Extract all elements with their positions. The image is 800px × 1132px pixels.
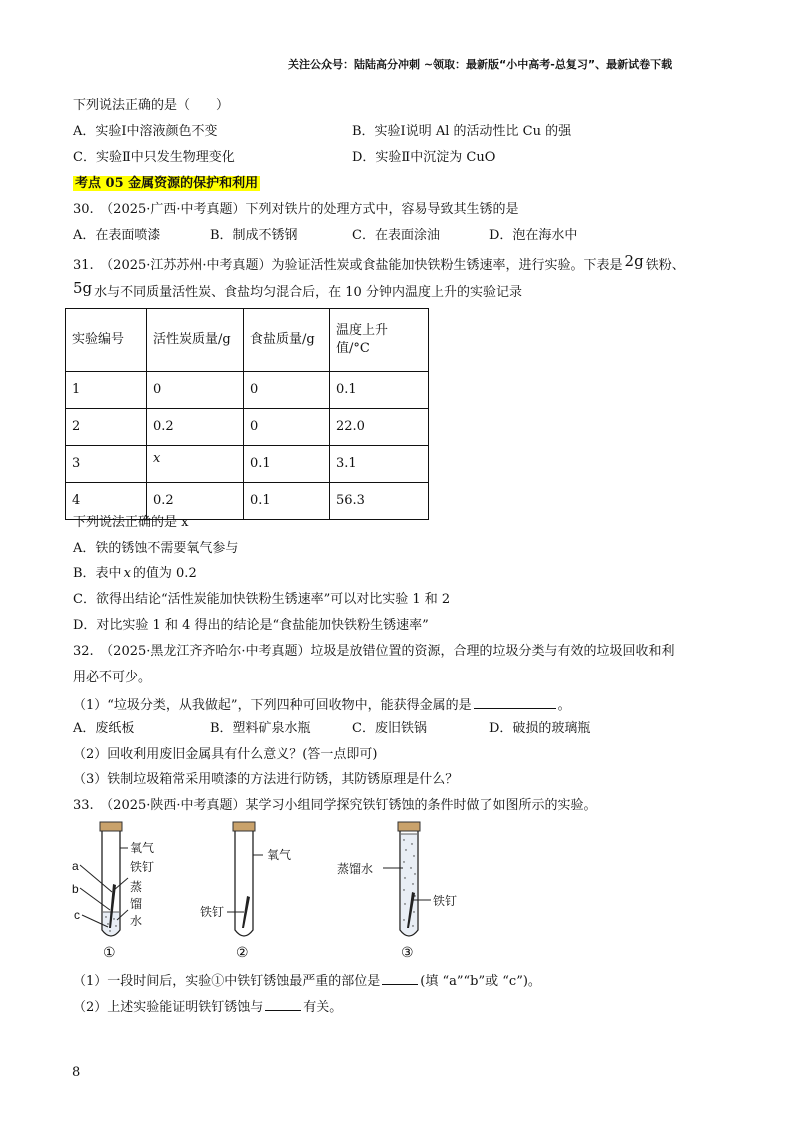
fig1-water-label-1: 蒸 [130, 880, 143, 894]
q32-stem-line2: 用必不可少。 [73, 670, 152, 685]
stopper-icon [398, 822, 420, 831]
q33-sub2-text: （2）上述实验能证明铁钉锈蚀与 [73, 1000, 264, 1015]
fig3-nail-label: 铁钉 [433, 894, 458, 908]
q31-option-a: A．铁的锈蚀不需要氧气参与 [73, 541, 239, 556]
table-header-line1: 温度上升 [336, 323, 389, 338]
q-prev-option-b: B．实验Ⅰ说明 Al 的活动性比 Cu 的强 [352, 124, 572, 139]
page-header: 关注公众号：陆陆高分冲刺 ~领取：最新版“小中高考-总复习”、最新试卷下载 [288, 58, 673, 71]
table-cell: 3.1 [330, 446, 429, 483]
q-prev-option-d: D．实验Ⅱ中沉淀为 CuO [352, 150, 496, 165]
q-prev-option-c: C．实验Ⅱ中只发生物理变化 [73, 150, 235, 165]
q31-stem2: 下列说法正确的是 x [73, 515, 189, 530]
table-header-line2: 值/°C [336, 341, 370, 356]
q31-option-d: D．对比实验 1 和 4 得出的结论是“食盐能加快铁粉生锈速率” [73, 618, 429, 633]
fig3-water-label: 蒸馏水 [337, 862, 374, 876]
q32-sub3: （3）铁制垃圾箱常采用喷漆的方法进行防锈，其防锈原理是什么？ [73, 772, 459, 787]
q30-option-b: B．制成不锈钢 [210, 228, 298, 243]
fig1-number: ① [103, 945, 116, 961]
q-prev-stem: 下列说法正确的是（ ） [73, 98, 230, 113]
q31-water-mass: 5g [73, 279, 93, 297]
table-cell: 0 [244, 372, 330, 409]
table-cell: 1 [66, 372, 147, 409]
q31-stem-line1 [73, 252, 685, 275]
table-cell: 0.2 [147, 409, 244, 446]
fig2-oxygen-label: 氧气 [267, 848, 292, 862]
q33-sub2-end: 有关。 [303, 1000, 343, 1015]
fig1-oxygen-label: 氧气 [130, 841, 155, 855]
section-title [73, 175, 260, 193]
table-cell: 0 [147, 372, 244, 409]
fig1-nail-label: 铁钉 [130, 860, 155, 874]
q31-option-b-var: x [123, 566, 131, 581]
fig1-water-label-2: 馏 [130, 897, 143, 911]
table-header-row [66, 309, 429, 372]
q31-option-c: C．欲得出结论“活性炭能加快铁粉生锈速率”可以对比实验 1 和 2 [73, 592, 451, 607]
table-cell: 0.1 [330, 372, 429, 409]
page-number: 8 [72, 1065, 81, 1080]
table-row [66, 372, 429, 409]
q31-option-b-prefix: B．表中 [73, 566, 122, 581]
q33-sub1-text: （1）一段时间后，实验①中铁钉锈蚀最严重的部位是 [73, 974, 381, 989]
table-cell: 0 [244, 409, 330, 446]
q32-option-d: D．破损的玻璃瓶 [489, 721, 591, 736]
q30-option-a: A．在表面喷漆 [73, 228, 161, 243]
q31-stem-line2 [73, 279, 522, 302]
q30-option-c: C．在表面涂油 [352, 228, 440, 243]
q30-stem: 30. （2025·广西·中考真题）下列对铁片的处理方式中，容易导致其生锈的是 [73, 202, 519, 217]
q33-sub2-blank[interactable] [265, 997, 301, 1011]
q33-sub1-end: (填 “a”“b”或 “c”)。 [420, 974, 541, 989]
q31-stem-text2: 水与不同质量活性炭、食盐均匀混合后，在 10 分钟内温度上升的实验记录 [94, 285, 522, 300]
q32-sub1-text: （1）“垃圾分类，从我做起”，下列四种可回收物中，能获得金属的是 [73, 698, 472, 713]
experiment-table [65, 308, 429, 520]
test-tube-figure-2 [195, 820, 305, 970]
table-cell: 56.3 [330, 483, 429, 520]
section-title-text: 考点 05 金属资源的保护和利用 [75, 176, 259, 191]
q33-sub2 [73, 997, 342, 1017]
table-header-cell: 活性炭质量/g [147, 309, 244, 372]
table-header-cell: 食盐质量/g [244, 309, 330, 372]
table-row [66, 409, 429, 446]
q32-option-a: A．废纸板 [73, 721, 135, 736]
q32-sub1-end: 。 [557, 698, 571, 713]
table-cell: 3 [66, 446, 147, 483]
fig2-nail-label: 铁钉 [200, 905, 225, 919]
table-cell: 0.1 [244, 483, 330, 520]
q32-stem-line1: 32. （2025·黑龙江齐齐哈尔·中考真题）垃圾是放错位置的资源，合理的垃圾分类与有效的垃圾回收和利 [73, 644, 675, 659]
q33-stem: 33. （2025·陕西·中考真题）某学习小组同学探究铁钉锈蚀的条件时做了如图所示的实验。 [73, 798, 597, 813]
q32-answer-blank[interactable] [474, 695, 556, 709]
fig2-number: ② [236, 945, 249, 961]
fig1-label-a: a [72, 859, 79, 873]
fig1-label-b: b [72, 882, 79, 896]
q32-sub2: （2）回收利用废旧金属具有什么意义？(答一点即可) [73, 747, 378, 762]
q32-option-c: C．废旧铁锅 [352, 721, 427, 736]
q31-iron-mass: 2g [624, 252, 644, 270]
q32-sub1 [73, 695, 571, 715]
fig3-number: ③ [401, 945, 414, 961]
q31-stem-text: 31. （2025·江苏苏州·中考真题）为验证活性炭或食盐能加快铁粉生锈速率，进行实验。下表是 [73, 258, 623, 273]
table-cell: x [147, 446, 244, 483]
table-header-cell [330, 309, 429, 372]
q31-option-b [73, 565, 197, 583]
fig1-water-label-3: 水 [130, 914, 143, 928]
table-row [66, 446, 429, 483]
q31-stem-text-end: 铁粉、 [645, 258, 685, 273]
table-cell: 4 [66, 483, 147, 520]
stopper-icon [100, 822, 122, 831]
test-tube-figure-1 [70, 820, 180, 970]
table-cell: 0.2 [147, 483, 244, 520]
q31-option-b-suffix: 的值为 0.2 [132, 566, 197, 581]
table-header-cell: 实验编号 [66, 309, 147, 372]
q30-option-d: D．泡在海水中 [489, 228, 578, 243]
table-cell: 0.1 [244, 446, 330, 483]
q33-sub1 [73, 971, 541, 991]
q-prev-option-a: A．实验Ⅰ中溶液颜色不变 [73, 124, 218, 139]
q33-sub1-blank[interactable] [382, 971, 418, 985]
fig1-label-c: c [74, 908, 80, 922]
q32-option-b: B．塑料矿泉水瓶 [210, 721, 311, 736]
stopper-icon [233, 822, 255, 831]
table-cell: 22.0 [330, 409, 429, 446]
table-cell: 2 [66, 409, 147, 446]
